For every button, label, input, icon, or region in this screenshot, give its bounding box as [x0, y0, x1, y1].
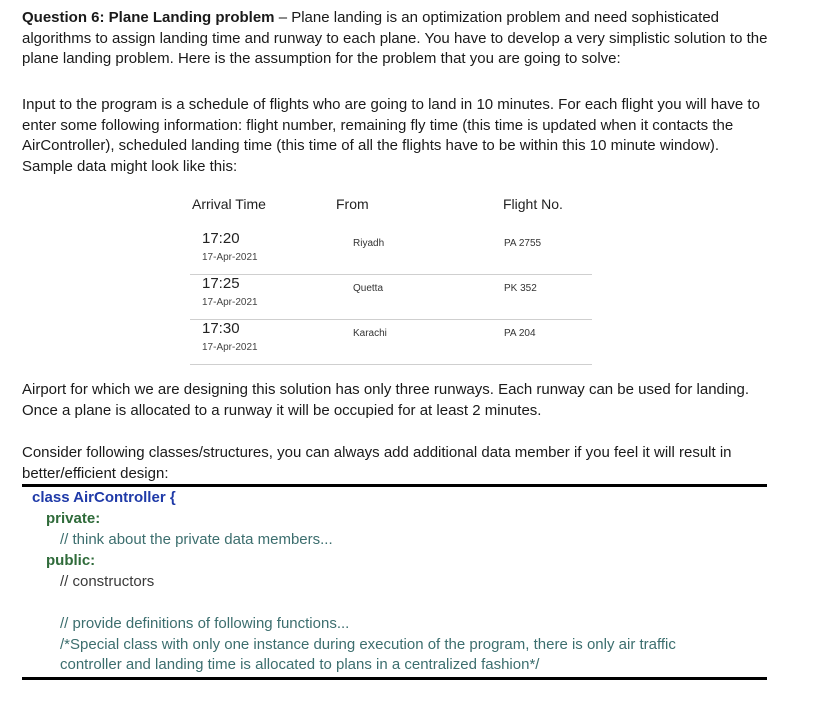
class-declaration: class AirController {: [32, 489, 176, 506]
table-row: [190, 275, 592, 320]
special-comment-line-1: /*Special class with only one instance during execution of the program, there is only air traffic: [60, 636, 676, 653]
code-top-rule: [22, 484, 767, 487]
public-keyword: public:: [46, 552, 96, 569]
consider-paragraph: Consider following classes/structures, you can always add additional data member if you feel it will result in better/efficient design:: [22, 444, 732, 482]
arrival-date: 17-Apr-2021: [202, 342, 258, 353]
arrival-time: 17:30: [202, 320, 240, 337]
flight-number: PA 2755: [504, 238, 542, 249]
intro-text: Plane landing is an optimization problem and need sophisticated algorithms to assign landing time and runway to each plane. You have to develop a very simplistic solution to the plane landing problem. Here is the assumption for the problem that you are going to solve:: [22, 9, 768, 67]
arrival-date: 17-Apr-2021: [202, 252, 258, 263]
airport-paragraph: Airport for which we are designing this solution has only three runways. Each runway can be used for landing. Once a plane is allocated to a runway it will be occupied for at least 2 minutes.: [22, 381, 750, 419]
header-arrival-time: Arrival Time: [192, 196, 266, 212]
table-row: [190, 230, 592, 275]
flight-number: PK 352: [504, 283, 537, 294]
private-keyword: private:: [46, 510, 101, 527]
header-from: From: [336, 196, 369, 212]
origin-city: Quetta: [353, 283, 384, 294]
title-dash: –: [274, 9, 292, 26]
functions-comment: // provide definitions of following functions...: [60, 615, 350, 632]
private-comment: // think about the private data members...: [60, 531, 333, 548]
question-intro: [22, 8, 770, 70]
arrival-date: 17-Apr-2021: [202, 297, 258, 308]
question-title: Question 6: Plane Landing problem: [22, 9, 275, 26]
special-comment-line-2: controller and landing time is allocated to plans in a centralized fashion*/: [60, 656, 540, 673]
arrival-time: 17:25: [202, 275, 240, 292]
constructors-comment: // constructors: [60, 573, 155, 590]
code-bottom-rule: [22, 677, 767, 680]
origin-city: Riyadh: [353, 238, 385, 249]
header-flight-no: Flight No.: [503, 196, 563, 212]
flight-number: PA 204: [504, 328, 536, 339]
arrival-time: 17:20: [202, 230, 240, 247]
table-row: [190, 320, 592, 365]
input-paragraph: Input to the program is a schedule of flights who are going to land in 10 minutes. For each flight you will have to enter some following information: flight number, remaining fly time (this time is updated when it contacts the AirController), scheduled landing time (this time of all the flights have to be within this 10 minute window). Sample data might look like this:: [22, 96, 760, 175]
origin-city: Karachi: [353, 328, 387, 339]
